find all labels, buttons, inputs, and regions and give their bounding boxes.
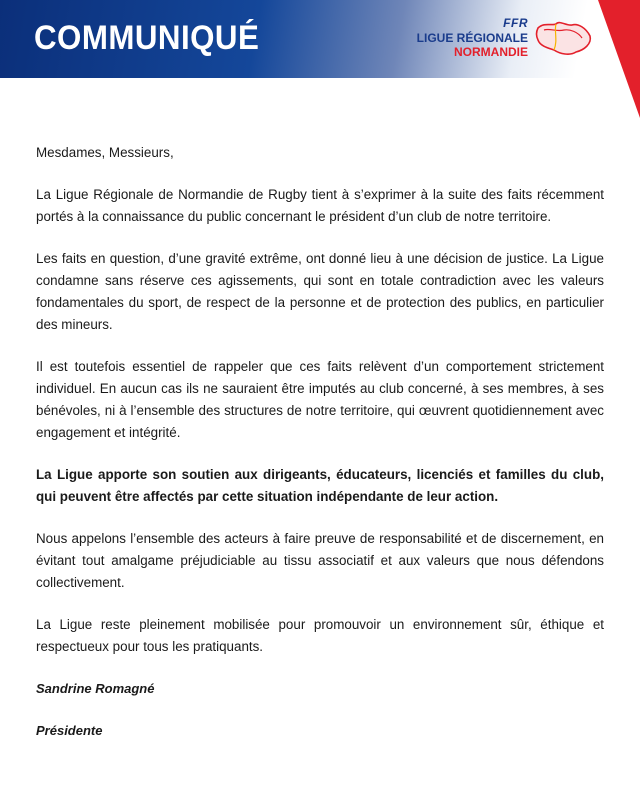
signature-block <box>36 678 604 742</box>
signature-title: Présidente <box>36 723 103 738</box>
paragraph: Il est toutefois essentiel de rappeler que ces faits relèvent d’un comportement strictement individuel. En aucun cas ils ne sauraient être imputés au club concerné, à ses membres, à ses bénévoles, ni à l’ensemble des structures de notre territoire, qui œuvrent quotidiennement avec engagement et intégrité. <box>36 359 604 440</box>
paragraph: La Ligue reste pleinement mobilisée pour promouvoir un environnement sûr, éthique et respectueux pour tous les pratiquants. <box>36 617 604 654</box>
salutation: Mesdames, Messieurs, <box>36 145 174 160</box>
letter-body <box>36 142 604 762</box>
paragraph: Les faits en question, d’une gravité extrême, ont donné lieu à une décision de justice. La Ligue condamne sans réserve ces agissements, qui sont en totale contradiction avec les valeurs fondamentales du sport, de respect de la personne et de protection des publics, en particulier des mineurs. <box>36 251 604 332</box>
normandie-map-icon <box>530 14 600 62</box>
paragraph: Nous appelons l’ensemble des acteurs à faire preuve de responsabilité et de discernement, en évitant tout amalgame préjudiciable au tissu associatif et aux valeurs que nous défendons collectivement. <box>36 531 604 590</box>
ffr-normandie-logo <box>416 12 600 66</box>
red-corner-accent <box>598 0 640 118</box>
page-title: COMMUNIQUÉ <box>34 19 260 57</box>
paragraph: La Ligue Régionale de Normandie de Rugby tient à s’exprimer à la suite des faits récemment portés à la connaissance du public concernant le président d’un club de notre territoire. <box>36 187 604 224</box>
logo-region-text: NORMANDIE <box>454 45 528 59</box>
logo-ffr-text: FFR <box>503 16 528 30</box>
logo-league-text: LIGUE RÉGIONALE <box>416 31 528 45</box>
signature-name: Sandrine Romagné <box>36 681 155 696</box>
support-paragraph: La Ligue apporte son soutien aux dirigeants, éducateurs, licenciés et familles du club, qui peuvent être affectés par cette situation indépendante de leur action. <box>36 467 604 504</box>
